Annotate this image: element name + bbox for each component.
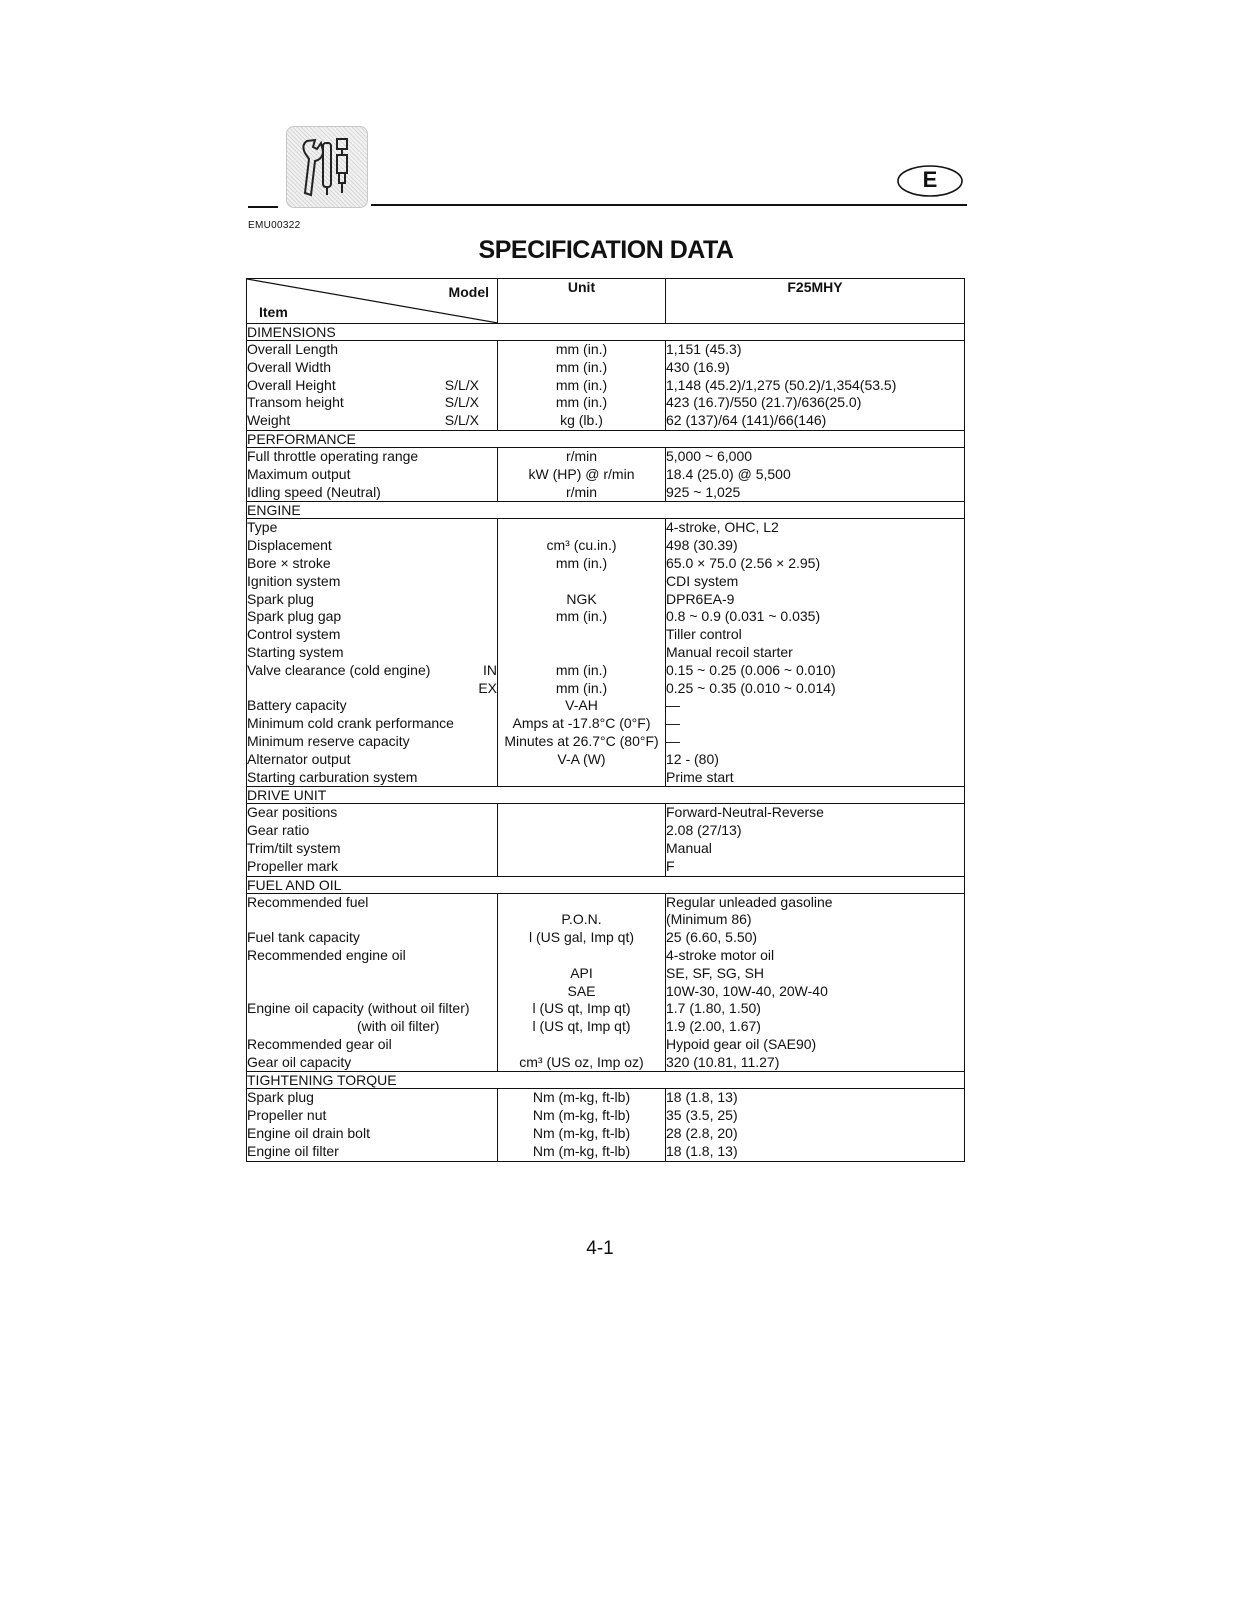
unit-value: V-AH — [565, 697, 598, 714]
values-column — [666, 519, 965, 787]
header-rule-left — [248, 206, 278, 208]
spec-value: Manual — [666, 839, 712, 856]
page-title: SPECIFICATION DATA — [478, 236, 734, 264]
spec-value: Regular unleaded gasoline — [666, 893, 833, 910]
values-column — [666, 341, 965, 431]
item-label: Maximum output — [247, 465, 351, 482]
unit-value: mm (in.) — [555, 661, 608, 678]
spec-value: 1.7 (1.80, 1.50) — [666, 1000, 761, 1017]
units-column — [498, 804, 666, 876]
section-title-drive-unit: DRIVE UNIT — [247, 787, 965, 804]
spec-value: Forward-Neutral-Reverse — [666, 804, 824, 821]
item-label: Bore × stroke — [247, 554, 331, 571]
unit-value — [498, 573, 665, 591]
section-title-torque: TIGHTENING TORQUE — [247, 1072, 965, 1089]
items-column — [247, 447, 498, 501]
spec-value: — — [666, 715, 680, 732]
header-model-name: F25MHY — [666, 279, 965, 324]
header-rule-right — [371, 204, 967, 206]
item-row — [247, 412, 497, 430]
item-label: Ignition system — [247, 572, 341, 589]
item-label: Fuel tank capacity — [247, 929, 360, 946]
item-label: Overall Length — [247, 341, 339, 357]
spec-value: 25 (6.60, 5.50) — [666, 929, 758, 946]
specification-table — [246, 278, 965, 1162]
spec-value: DPR6EA-9 — [666, 590, 735, 607]
item-label: Starting carburation system — [247, 768, 418, 785]
unit-value — [498, 894, 665, 912]
spec-value: 2.08 (27/13) — [666, 822, 742, 839]
item-label: Spark plug — [247, 1089, 314, 1106]
spec-value: 1.9 (2.00, 1.67) — [666, 1018, 761, 1035]
item-label: Propeller mark — [247, 857, 339, 874]
unit-value: API — [570, 964, 593, 981]
unit-value: mm (in.) — [555, 608, 608, 625]
item-row — [247, 680, 497, 698]
item-label: Control system — [247, 626, 341, 643]
spec-value: 35 (3.5, 25) — [666, 1107, 738, 1124]
item-label: Trim/tilt system — [247, 839, 341, 856]
item-label: Propeller nut — [247, 1107, 327, 1124]
unit-value: mm (in.) — [555, 341, 608, 357]
spec-value: 62 (137)/64 (141)/66(146) — [666, 412, 827, 429]
spec-value: 4-stroke motor oil — [666, 946, 775, 963]
unit-value: Minutes at 26.7°C (80°F) — [504, 732, 659, 749]
item-label: Recommended gear oil — [247, 1035, 392, 1052]
unit-value: mm (in.) — [555, 358, 608, 375]
header-model-label: Model — [448, 284, 489, 300]
spec-value: Tiller control — [666, 626, 742, 643]
item-label: Minimum cold crank performance — [247, 715, 454, 732]
item-row — [247, 377, 497, 395]
item-row — [247, 662, 497, 680]
page-number: 4-1 — [586, 1238, 614, 1259]
item-label: Engine oil filter — [247, 1142, 339, 1159]
item-tag: S/L/X — [444, 412, 479, 429]
unit-value — [498, 769, 665, 787]
document-code: EMU00322 — [248, 220, 301, 231]
item-label: (with oil filter) — [357, 1018, 440, 1035]
unit-value — [498, 858, 665, 876]
units-column — [498, 1089, 666, 1161]
item-label: Idling speed (Neutral) — [247, 483, 381, 500]
item-label: Recommended engine oil — [247, 946, 406, 963]
unit-value: Nm (m-kg, ft-lb) — [532, 1089, 631, 1106]
item-tag: S/L/X — [444, 394, 479, 411]
spec-value: 498 (30.39) — [666, 537, 738, 554]
section-rows-fuel-oil — [247, 893, 965, 1072]
items-column — [247, 519, 498, 787]
unit-value: Nm (m-kg, ft-lb) — [532, 1107, 631, 1124]
spec-value: — — [666, 732, 680, 749]
section-title-dimensions: DIMENSIONS — [247, 324, 965, 341]
item-label: Spark plug — [247, 590, 314, 607]
unit-value — [498, 804, 665, 822]
spec-value: CDI system — [666, 572, 739, 589]
unit-value: l (US gal, Imp qt) — [528, 929, 635, 946]
language-badge: E — [922, 167, 938, 192]
units-column — [498, 341, 666, 431]
unit-value: mm (in.) — [555, 679, 608, 696]
unit-value: V-A (W) — [557, 750, 606, 767]
item-label — [247, 983, 497, 1001]
unit-value: r/min — [565, 447, 598, 464]
spec-value: (Minimum 86) — [666, 911, 752, 928]
spec-value: 1,148 (45.2)/1,275 (50.2)/1,354(53.5) — [666, 376, 897, 393]
spec-value: 65.0 × 75.0 (2.56 × 2.95) — [666, 554, 821, 571]
items-column — [247, 804, 498, 876]
item-row — [247, 394, 497, 412]
spec-value: 430 (16.9) — [666, 358, 730, 375]
unit-value — [498, 822, 665, 840]
unit-value — [498, 626, 665, 644]
unit-value: NGK — [566, 590, 597, 607]
values-column — [666, 893, 965, 1072]
item-label: Battery capacity — [247, 697, 347, 714]
item-label: Starting system — [247, 643, 344, 660]
unit-value: P.O.N. — [561, 911, 602, 928]
unit-value — [498, 947, 665, 965]
item-label: Minimum reserve capacity — [247, 732, 410, 749]
unit-value: mm (in.) — [555, 376, 608, 393]
spec-value: SE, SF, SG, SH — [666, 964, 765, 981]
section-title-performance: PERFORMANCE — [247, 430, 965, 447]
section-rows-performance — [247, 447, 965, 501]
units-column — [498, 893, 666, 1072]
unit-value: l (US qt, Imp qt) — [532, 1018, 631, 1035]
unit-value — [498, 519, 665, 537]
spec-value: 18 (1.8, 13) — [666, 1142, 738, 1159]
values-column — [666, 447, 965, 501]
header-unit-label: Unit — [498, 279, 666, 324]
item-label: Recommended fuel — [247, 893, 369, 910]
item-label: Alternator output — [247, 750, 351, 767]
unit-value: SAE — [567, 982, 596, 999]
item-tag: EX — [478, 679, 497, 696]
item-label: Overall Width — [247, 358, 332, 375]
spec-value: 0.8 ~ 0.9 (0.031 ~ 0.035) — [666, 608, 821, 625]
spec-value: 18.4 (25.0) @ 5,500 — [666, 465, 791, 482]
item-label: Displacement — [247, 537, 332, 554]
spec-value: 4-stroke, OHC, L2 — [666, 519, 779, 536]
units-column — [498, 447, 666, 501]
item-label: Engine oil drain bolt — [247, 1125, 370, 1142]
item-label: Engine oil capacity (without oil filter) — [247, 1000, 470, 1017]
items-column — [247, 341, 498, 431]
spec-value: — — [666, 697, 680, 714]
header-item-model-cell — [247, 279, 498, 324]
tools-and-spark-plug-icon — [286, 126, 368, 208]
item-tag: IN — [483, 661, 497, 678]
unit-value: cm³ (US oz, Imp oz) — [519, 1053, 644, 1070]
spec-value: 320 (10.81, 11.27) — [666, 1053, 780, 1070]
spec-value: 0.15 ~ 0.25 (0.006 ~ 0.010) — [666, 661, 836, 678]
item-label: Overall Height — [247, 376, 336, 393]
spec-value: 0.25 ~ 0.35 (0.010 ~ 0.014) — [666, 679, 836, 696]
section-rows-torque — [247, 1089, 965, 1161]
spec-value: 28 (2.8, 20) — [666, 1125, 738, 1142]
header-item-label: Item — [259, 304, 288, 320]
item-label — [247, 911, 497, 929]
unit-value: Nm (m-kg, ft-lb) — [532, 1125, 631, 1142]
item-label: Gear ratio — [247, 822, 310, 839]
item-label — [247, 965, 497, 983]
unit-value — [498, 840, 665, 858]
item-tag: S/L/X — [444, 376, 479, 393]
spec-value: 423 (16.7)/550 (21.7)/636(25.0) — [666, 394, 862, 411]
values-column — [666, 804, 965, 876]
spec-value: 1,151 (45.3) — [666, 341, 742, 357]
unit-value — [498, 537, 665, 555]
section-rows-drive-unit — [247, 804, 965, 876]
item-label: Type — [247, 519, 278, 536]
unit-value: Amps at -17.8°C (0°F) — [512, 715, 651, 732]
spec-value: 18 (1.8, 13) — [666, 1089, 738, 1106]
unit-value — [498, 644, 665, 662]
spec-value: 5,000 ~ 6,000 — [666, 447, 753, 464]
values-column — [666, 1089, 965, 1161]
spec-value: Hypoid gear oil (SAE90) — [666, 1035, 817, 1052]
section-title-engine: ENGINE — [247, 502, 965, 519]
spec-value: Prime start — [666, 768, 734, 785]
unit-text: cm³ (cu.in.) — [546, 537, 617, 554]
item-label: Full throttle operating range — [247, 447, 419, 464]
unit-value: Nm (m-kg, ft-lb) — [532, 1142, 631, 1159]
item-label: Gear oil capacity — [247, 1053, 352, 1070]
items-column — [247, 893, 498, 1072]
table-header-row — [247, 279, 965, 324]
items-column — [247, 1089, 498, 1161]
spec-value: 12 - (80) — [666, 750, 719, 767]
unit-value: l (US qt, Imp qt) — [532, 1000, 631, 1017]
unit-value — [498, 1036, 665, 1054]
spec-value: 925 ~ 1,025 — [666, 483, 741, 500]
item-label: Valve clearance (cold engine) — [247, 661, 431, 678]
item-label: Transom height — [247, 394, 344, 411]
units-column — [498, 519, 666, 787]
spec-value: F — [666, 857, 675, 874]
item-label: Gear positions — [247, 804, 338, 821]
spec-value: Manual recoil starter — [666, 643, 793, 660]
unit-value: mm (in.) — [555, 394, 608, 411]
item-label: Spark plug gap — [247, 608, 342, 625]
unit-value: kW (HP) @ r/min — [528, 465, 635, 482]
item-label: Weight — [247, 412, 291, 429]
unit-value: r/min — [565, 483, 598, 500]
unit-value: mm (in.) — [555, 554, 608, 571]
section-rows-engine — [247, 519, 965, 787]
section-rows-dimensions — [247, 341, 965, 431]
spec-value: 10W-30, 10W-40, 20W-40 — [666, 982, 828, 999]
unit-value: kg (lb.) — [560, 412, 603, 429]
section-title-fuel-oil: FUEL AND OIL — [247, 876, 965, 893]
